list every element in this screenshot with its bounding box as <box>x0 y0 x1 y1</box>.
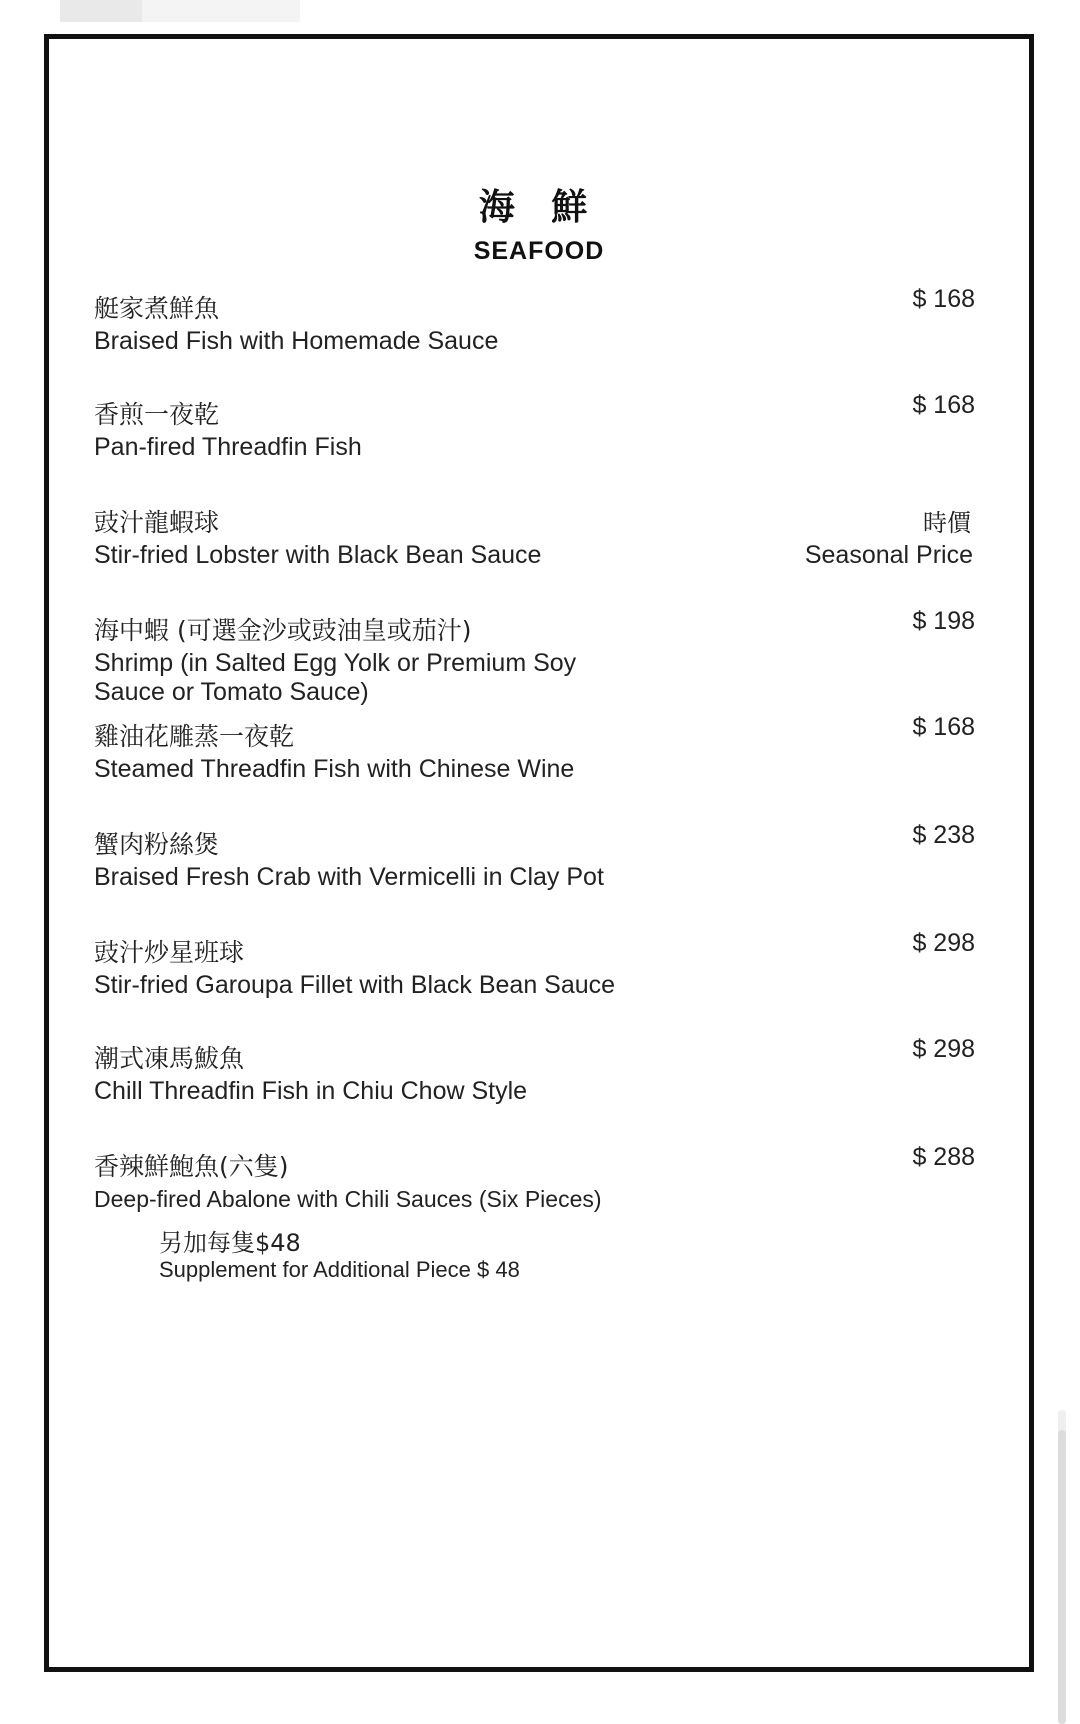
section-title-chinese: 海 鮮 <box>478 187 600 228</box>
menu-page <box>44 34 1034 1672</box>
dish-name-english: Pan-fired Threadfin Fish <box>94 433 362 461</box>
dish-name-english: Deep-fired Abalone with Chili Sauces (Six Pieces) <box>94 1186 602 1212</box>
dish-price-english: Seasonal Price <box>804 541 973 569</box>
supplement-note-english: Supplement for Additional Piece $ 48 <box>159 1257 520 1282</box>
scrollbar-thumb[interactable] <box>1058 1430 1066 1724</box>
dish-price: $ 198 <box>912 607 975 635</box>
dish-price: $ 168 <box>912 391 975 419</box>
dish-price: $ 288 <box>912 1143 975 1171</box>
dish-name-english: Steamed Threadfin Fish with Chinese Wine <box>94 755 575 783</box>
dish-name-chinese: 香辣鮮鮑魚(六隻) <box>94 1152 289 1181</box>
dish-price: $ 298 <box>912 1035 975 1063</box>
dish-name-english-line-2: Sauce or Tomato Sauce) <box>94 678 369 706</box>
dish-name-english: Braised Fish with Homemade Sauce <box>94 327 499 355</box>
top-edge-bar <box>60 0 300 22</box>
dish-name-english: Chill Threadfin Fish in Chiu Chow Style <box>94 1077 528 1105</box>
dish-price: $ 168 <box>912 285 975 313</box>
dish-price: $ 168 <box>912 713 975 741</box>
dish-name-chinese: 潮式凍馬鮁魚 <box>94 1044 245 1073</box>
dish-name-chinese: 艇家煮鮮魚 <box>94 294 220 323</box>
dish-name-chinese: 香煎一夜乾 <box>94 400 220 429</box>
dish-name-english: Stir-fried Garoupa Fillet with Black Bean Sauce <box>94 971 616 999</box>
dish-name-english-line-1: Shrimp (in Salted Egg Yolk or Premium Soy <box>94 649 577 677</box>
dish-name-chinese: 雞油花雕蒸一夜乾 <box>94 722 295 751</box>
supplement-note-chinese: 另加每隻$48 <box>159 1229 301 1257</box>
dish-name-chinese: 豉汁龍蝦球 <box>94 508 220 537</box>
top-edge-segment <box>60 0 142 22</box>
dish-name-chinese: 海中蝦 (可選金沙或豉油皇或茄汁) <box>94 616 472 645</box>
dish-name-chinese: 蟹肉粉絲煲 <box>94 830 220 859</box>
dish-name-english: Stir-fried Lobster with Black Bean Sauce <box>94 541 542 569</box>
dish-price: $ 298 <box>912 929 975 957</box>
section-title-english: SEAFOOD <box>473 237 605 265</box>
dish-name-english: Braised Fresh Crab with Vermicelli in Clay Pot <box>94 863 604 891</box>
dish-price: $ 238 <box>912 821 975 849</box>
dish-name-chinese: 豉汁炒星班球 <box>94 938 245 967</box>
dish-price-chinese: 時價 <box>923 509 971 537</box>
